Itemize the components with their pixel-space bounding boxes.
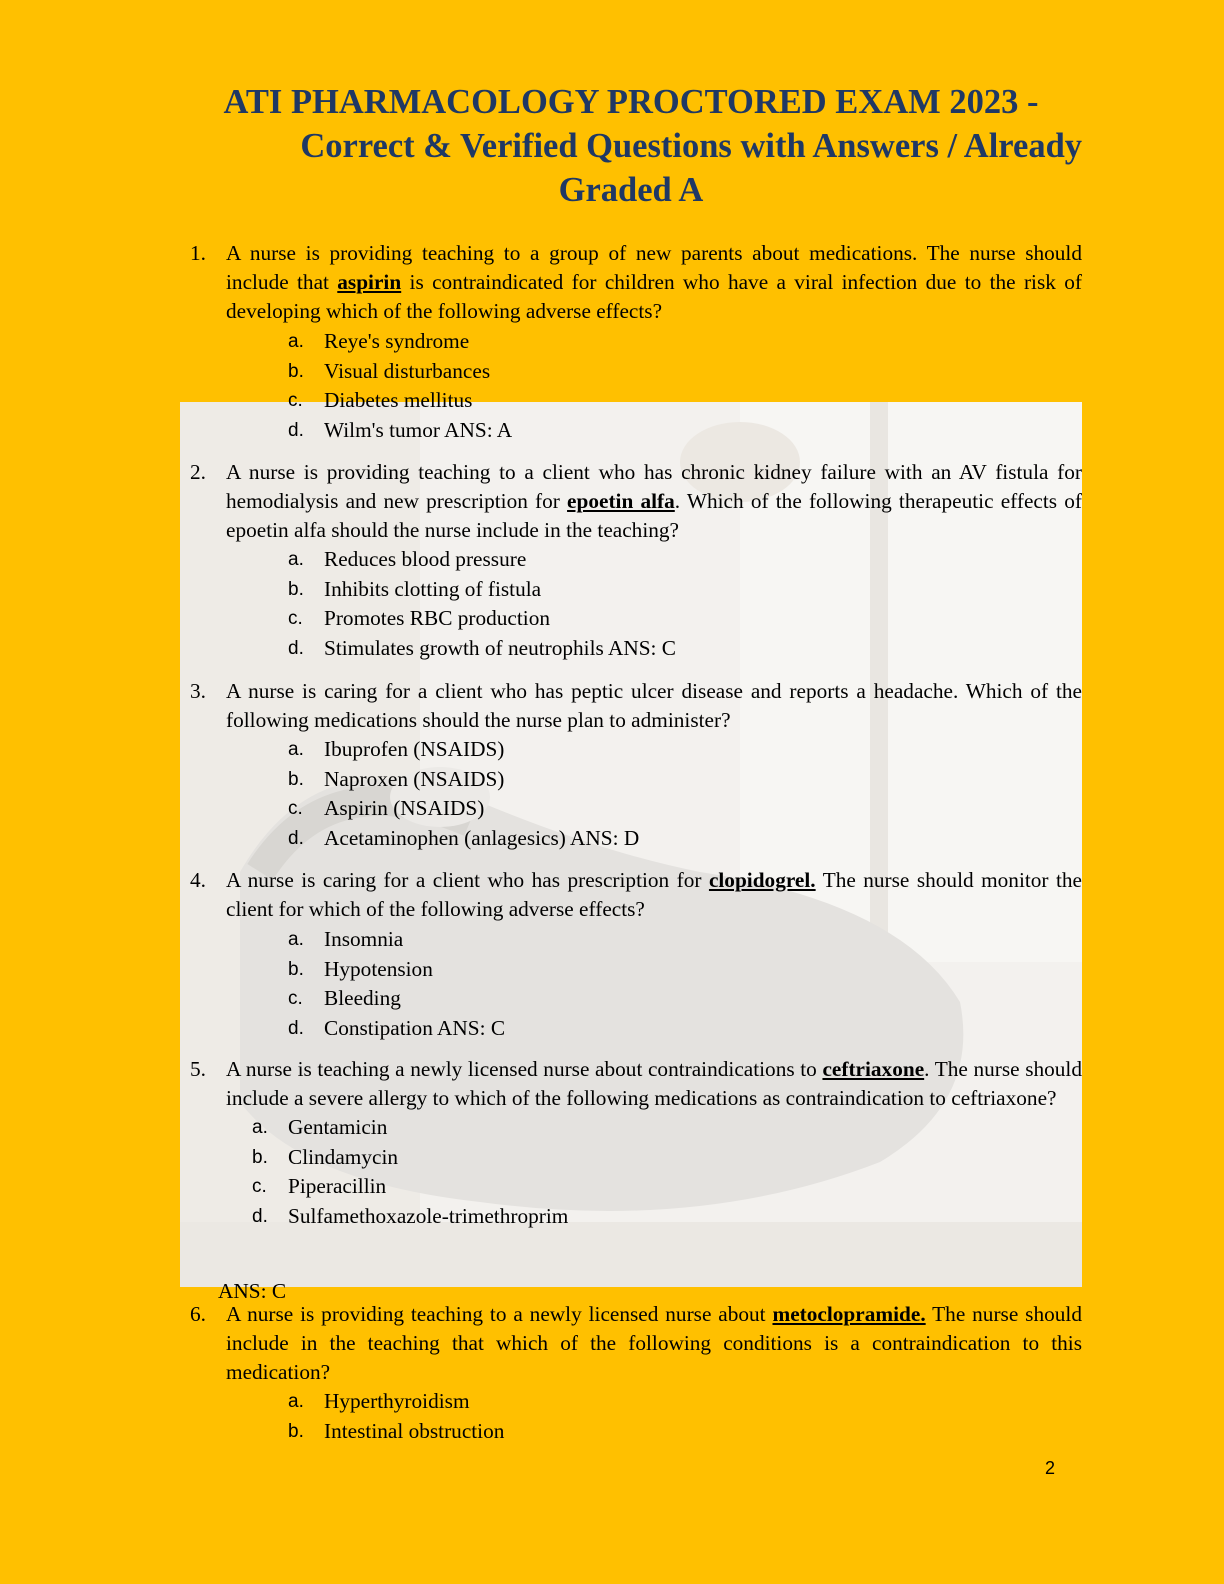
option-b: b. Hypotension <box>288 956 433 981</box>
option-b: b. Inhibits clotting of fistula <box>288 576 542 601</box>
drug-name: epoetin alfa <box>567 489 675 513</box>
option-list <box>180 327 1082 446</box>
option-d: d. Acetaminophen (anlagesics) ANS: D <box>288 826 640 851</box>
question-stem: A nurse is providing teaching to a client who has chronic kidney failure with an AV fistula for hemodialysis and new prescription for epoetin alfa. Which of the following therapeutic effects of epoetin alfa should the nurse include in the teaching? <box>226 460 1082 542</box>
question-stem: A nurse is caring for a client who has prescription for clopidogrel. The nurse should monitor the client for which of the following adverse effects? <box>226 868 1082 921</box>
question-1 <box>180 239 1082 446</box>
title-line-2: Correct & Verified Questions with Answers / Already <box>300 127 1082 165</box>
option-b: b. Visual disturbances <box>288 358 491 383</box>
option-b: b. Clindamycin <box>252 1144 399 1169</box>
option-a: a. Ibuprofen (NSAIDS) <box>288 737 505 761</box>
option-c: c. Diabetes mellitus <box>288 388 473 413</box>
title-line-1: ATI PHARMACOLOGY PROCTORED EXAM 2023 - <box>223 83 1039 121</box>
question-number: 6. <box>190 1302 206 1326</box>
question-3 <box>180 677 1082 854</box>
question-stem: A nurse is providing teaching to a newly licensed nurse about metoclopramide. The nurse should include in the teaching that which of the following conditions is a contraindication to this medication? <box>226 1302 1082 1384</box>
option-b: b. Intestinal obstruction <box>288 1418 505 1443</box>
question-stem: A nurse is providing teaching to a group of new parents about medications. The nurse should include that aspirin is contraindicated for children who have a viral infection due to the risk of developing which of the following adverse effects? <box>226 241 1082 323</box>
drug-name: aspirin <box>337 270 402 294</box>
question-4 <box>180 866 1082 1044</box>
question-stem: A nurse is teaching a newly licensed nurse about contraindications to ceftriaxone. The nurse should include a severe allergy to which of the following medications as contraindication to ceftriaxone? <box>226 1057 1082 1110</box>
option-d: d. Constipation ANS: C <box>288 1016 506 1041</box>
title-line-3: Graded A <box>558 171 704 209</box>
question-6 <box>180 1300 1082 1446</box>
option-c: c. Promotes RBC production <box>288 606 550 631</box>
option-d: d. Sulfamethoxazole-trimethroprim <box>252 1204 569 1229</box>
drug-name: ceftriaxone <box>822 1057 925 1081</box>
document-title <box>180 80 1082 212</box>
drug-name: metoclopramide. <box>772 1302 926 1326</box>
option-c: c. Piperacillin <box>252 1174 387 1199</box>
option-d: d. Wilm's tumor ANS: A <box>288 418 513 443</box>
option-c: c. Aspirin (NSAIDS) <box>288 796 485 821</box>
option-d: d. Stimulates growth of neutrophils ANS: C <box>288 636 676 661</box>
page-number: 2 <box>1045 1458 1056 1478</box>
option-a: a. Reye's syndrome <box>288 329 470 353</box>
option-a: a. Gentamicin <box>252 1115 388 1139</box>
option-a: a. Reduces blood pressure <box>288 547 527 571</box>
option-list <box>180 545 1082 664</box>
question-2 <box>180 458 1082 664</box>
drug-name: clopidogrel. <box>708 868 816 892</box>
option-list <box>180 735 1082 854</box>
question-number: 3. <box>190 679 206 703</box>
question-5 <box>180 1055 1082 1232</box>
option-list <box>180 1387 1082 1446</box>
option-b: b. Naproxen (NSAIDS) <box>288 766 505 791</box>
option-a: a. Insomnia <box>288 927 404 951</box>
question-stem: A nurse is caring for a client who has peptic ulcer disease and reports a headache. Which of the following medications should the nurse plan to administer? <box>226 679 1082 732</box>
option-list <box>180 925 1082 1044</box>
option-c: c. Bleeding <box>288 986 401 1011</box>
question-number: 5. <box>190 1057 206 1081</box>
answer-5: ANS: C <box>218 1279 287 1303</box>
question-number: 4. <box>190 868 206 892</box>
option-a: a. Hyperthyroidism <box>288 1389 470 1413</box>
option-list <box>180 1113 1082 1232</box>
question-number: 2. <box>190 460 206 484</box>
question-number: 1. <box>190 241 206 265</box>
